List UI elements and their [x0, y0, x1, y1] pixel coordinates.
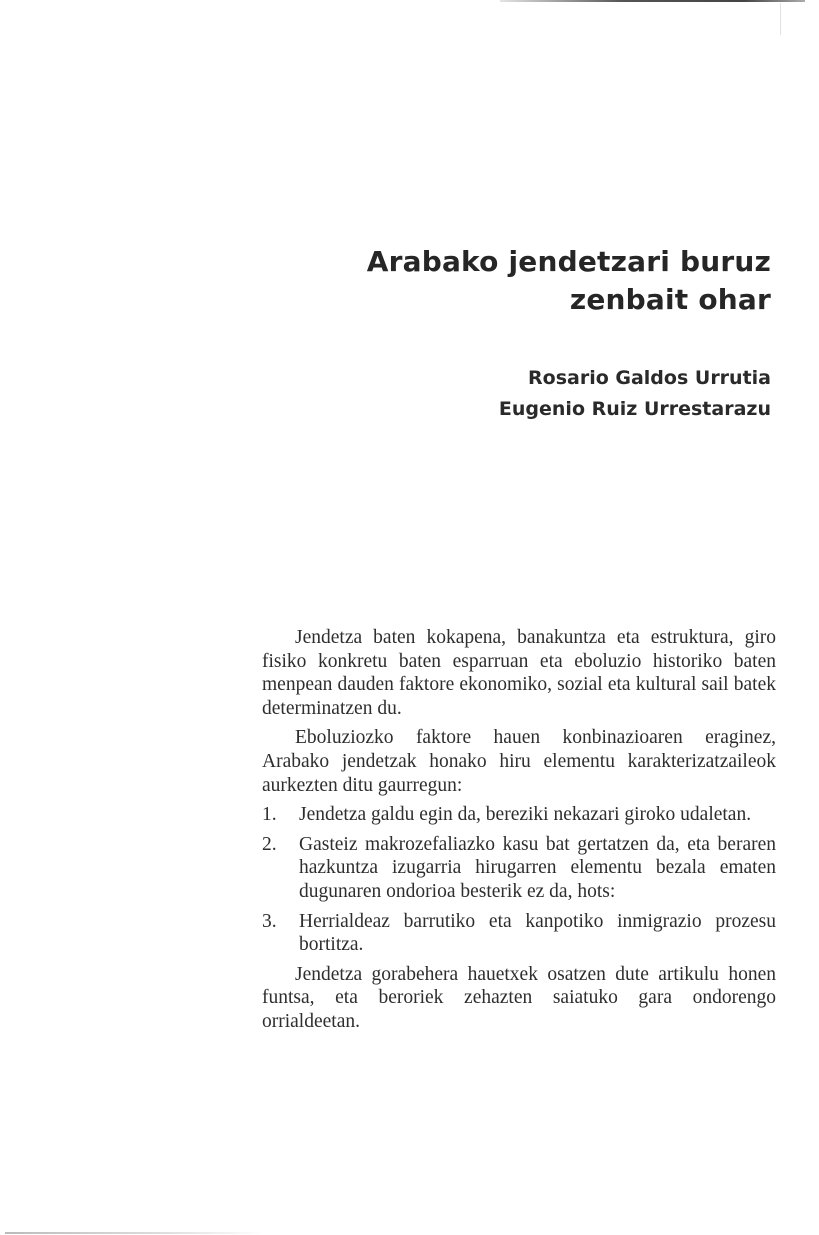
title-line-1: Arabako jendetzari buruz: [366, 245, 771, 278]
scan-edge-bottom: [5, 1232, 265, 1234]
paragraph-2: Eboluziozko faktore hauen konbinazioaren eraginez, Arabako jendetzak honako hiru elementu karakterizatzaileok aurkezten ditu gaurregun:: [262, 727, 776, 796]
author-2: Eugenio Ruiz Urrestarazu: [498, 398, 771, 420]
scan-edge-top: [500, 0, 805, 2]
article-body: [262, 626, 776, 1040]
list-number: 3.: [262, 910, 277, 932]
list-text: Gasteiz makrozefaliazko kasu bat gertatzen da, eta beraren hazkuntza izugarria hirugarren elementu bezala ematen dugunaren ondorioa besterik ez da, hots:: [299, 833, 776, 902]
list-item-1: [262, 803, 776, 827]
scan-edge-right: [780, 3, 781, 35]
author-1: Rosario Galdos Urrutia: [528, 367, 771, 389]
list-number: 2.: [262, 833, 277, 855]
authors: [499, 363, 771, 425]
list-text: Herrialdeaz barrutiko eta kanpotiko inmigrazio prozesu bortitza.: [299, 910, 776, 956]
numbered-list: [262, 803, 776, 957]
list-item-3: [262, 910, 776, 957]
paragraph-1: Jendetza baten kokapena, banakuntza eta estruktura, giro fisiko konkretu baten esparruan eta eboluzio historiko baten menpean dauden faktore ekonomiko, sozial eta kultural sail batek determinatzen du.: [262, 627, 776, 719]
closing-paragraph: Jendetza gorabehera hauetxek osatzen dute artikulu honen funtsa, eta beroriek zehazten saiatuko gara ondorengo orrialdeetan.: [262, 963, 776, 1032]
article-title: [367, 243, 771, 319]
list-text: Jendetza galdu egin da, bereziki nekazari giroko udaletan.: [299, 804, 752, 826]
title-line-2: zenbait ohar: [569, 283, 771, 316]
list-item-2: [262, 833, 776, 904]
list-number: 1.: [262, 804, 277, 826]
